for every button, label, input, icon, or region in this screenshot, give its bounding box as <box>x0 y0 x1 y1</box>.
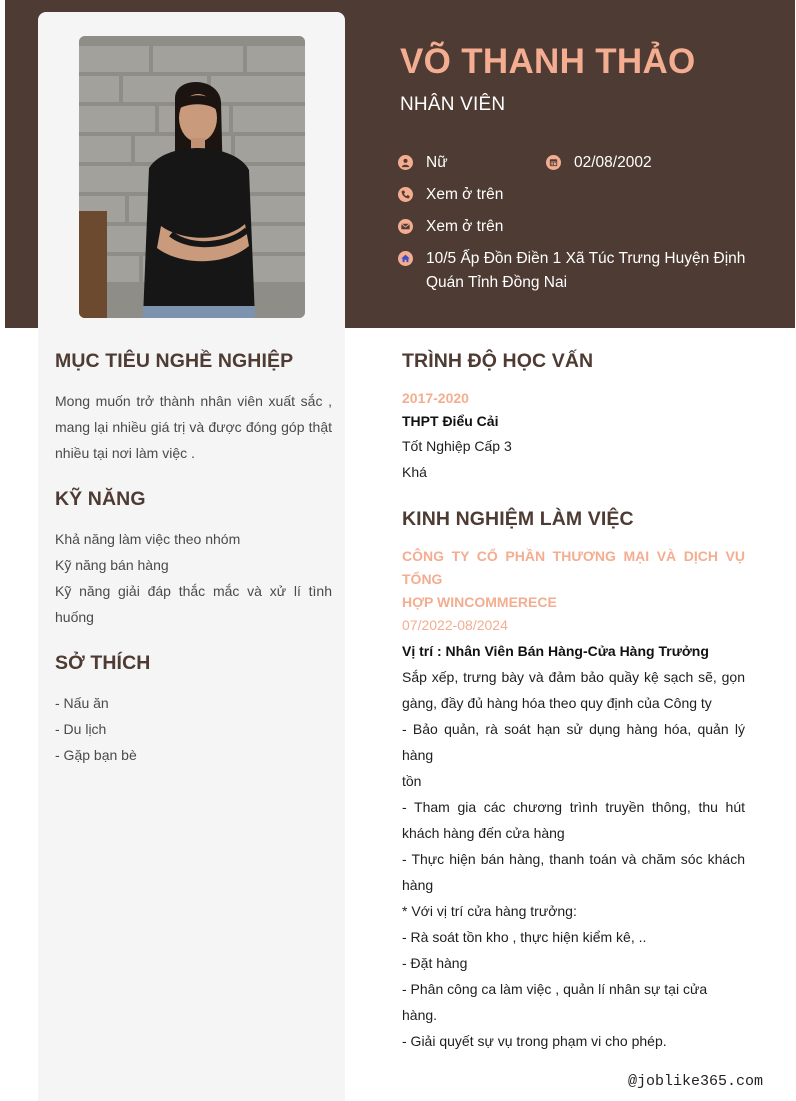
company-name <box>402 545 745 614</box>
watermark: @joblike365.com <box>628 1073 764 1090</box>
duty-line: - Bảo quản, rà soát hạn sử dụng hàng hóa, quản lý hàng <box>402 721 745 763</box>
experience-position: Vị trí : Nhân Viên Bán Hàng-Cửa Hàng Trưởng <box>402 643 709 659</box>
duty-line: - Thực hiện bán hàng, thanh toán và chăm sóc khách <box>402 851 745 867</box>
education-school: THPT Điểu Cải <box>402 413 499 429</box>
duty-line: Sắp xếp, trưng bày và đảm bảo quầy kệ sạch sẽ, gọn <box>402 669 745 685</box>
email-value: Xem ở trên <box>426 218 504 235</box>
hobbies-title: SỞ THÍCH <box>55 652 151 674</box>
experience-title: KINH NGHIỆM LÀM VIỆC <box>402 508 634 530</box>
birthdate-row <box>546 151 652 175</box>
phone-row <box>398 183 503 207</box>
profile-photo <box>79 36 305 318</box>
address-line-1: 10/5 Ấp Đồn Điền 1 Xã Túc Trưng Huyện Định <box>426 250 746 267</box>
hobbies-list <box>55 690 332 768</box>
duty-line: tồn <box>402 773 422 789</box>
company-name-line-1: CÔNG TY CỔ PHẦN THƯƠNG MẠI VÀ DỊCH VỤ TỔNG <box>402 548 745 587</box>
objective-text <box>55 388 332 466</box>
phone-value: Xem ở trên <box>426 186 504 203</box>
gender-value: Nữ <box>426 154 448 171</box>
education-grade: Khá <box>402 464 427 480</box>
person-icon <box>398 155 413 170</box>
skill-item: Kỹ năng bán hàng <box>55 557 169 573</box>
duty-line: - Giải quyết sự vụ trong phạm vi cho phép. <box>402 1033 667 1049</box>
email-icon <box>398 219 413 234</box>
experience-duties <box>402 664 745 1054</box>
skill-item: Khả năng làm việc theo nhóm <box>55 531 241 547</box>
duty-line: hàng <box>402 877 434 893</box>
duty-line: gàng, đầy đủ hàng hóa theo quy định của Công ty <box>402 695 712 711</box>
address-row <box>398 247 758 295</box>
skills-list <box>55 526 332 630</box>
duty-line: - Đặt hàng <box>402 955 468 971</box>
duty-line: - Tham gia các chương trình truyền thông, thu hút <box>402 799 745 815</box>
objective-line-1: Mong muốn trở thành nhân viên xuất sắc , <box>55 393 332 409</box>
education-degree: Tốt Nghiệp Cấp 3 <box>402 438 512 454</box>
experience-entry <box>402 545 745 1054</box>
experience-period: 07/2022-08/2024 <box>402 617 508 633</box>
skill-item: Kỹ năng giải đáp thắc mắc và xử lí tình <box>55 583 332 599</box>
gender-row <box>398 151 448 175</box>
skill-item-continued: huống <box>55 609 94 625</box>
education-period: 2017-2020 <box>402 390 469 406</box>
duty-line: - Rà soát tồn kho , thực hiện kiểm kê, .. <box>402 929 647 945</box>
hobby-item: - Nấu ăn <box>55 695 109 711</box>
email-row <box>398 215 503 239</box>
calendar-icon <box>546 155 561 170</box>
job-title: NHÂN VIÊN <box>400 94 506 115</box>
candidate-name: VÕ THANH THẢO <box>400 42 696 81</box>
duty-line: - Phân công ca làm việc , quản lí nhân sự tại cửa hàng. <box>402 981 708 1023</box>
duty-line: * Với vị trí cửa hàng trưởng: <box>402 903 577 919</box>
education-entry <box>402 387 745 485</box>
hobby-item: - Gặp bạn bè <box>55 747 137 763</box>
home-icon <box>398 251 413 266</box>
hobby-item: - Du lịch <box>55 721 107 737</box>
objective-title: MỤC TIÊU NGHỀ NGHIỆP <box>55 350 294 372</box>
objective-line-2: mang lại nhiều giá trị và được đóng góp thật <box>55 419 332 435</box>
address-value <box>426 247 745 295</box>
company-name-line-2: HỢP WINCOMMERECE <box>402 594 557 610</box>
address-line-2: Quán Tỉnh Đồng Nai <box>426 274 568 291</box>
phone-icon <box>398 187 413 202</box>
objective-line-3: nhiều tại nơi làm việc . <box>55 445 195 461</box>
birthdate-value: 02/08/2002 <box>574 154 652 171</box>
education-title: TRÌNH ĐỘ HỌC VẤN <box>402 350 594 372</box>
skills-title: KỸ NĂNG <box>55 488 146 510</box>
duty-line: khách hàng đến cửa hàng <box>402 825 565 841</box>
